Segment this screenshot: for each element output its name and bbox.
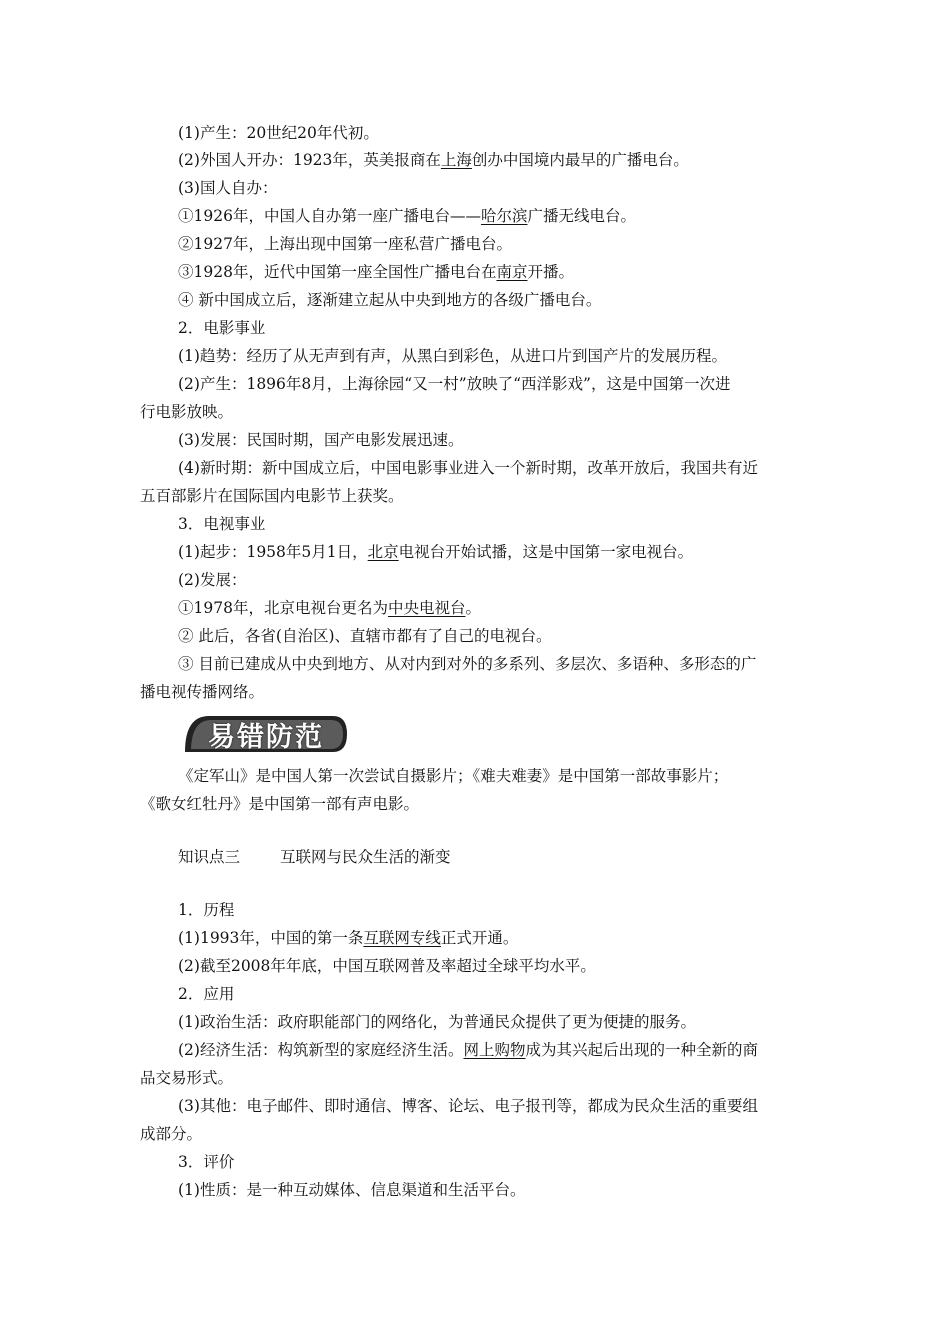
tv-development-line: [140, 570, 812, 590]
internet-evaluation-heading: [140, 1152, 812, 1172]
tv-provinces-line: [140, 626, 812, 646]
text: 电视台开始试播，这是中国第一家电视台。: [398, 543, 694, 561]
underlined-term: 网上购物: [463, 1041, 526, 1059]
internet-politics-line: [140, 1012, 812, 1032]
internet-economy-line-cont: [140, 1068, 812, 1088]
underlined-term: 哈尔滨: [480, 207, 528, 225]
text: ④ 新中国成立后，逐渐建立起从中央到地方的各级广播电台。: [178, 291, 602, 309]
text: 开播。: [527, 263, 574, 281]
radio-domestic-line: [140, 178, 812, 198]
text: (2)截至2008年年底，中国互联网普及率超过全球平均水平。: [178, 957, 596, 975]
underlined-term: 南京: [496, 263, 528, 281]
text: 3．电视事业: [178, 515, 266, 533]
text: (2)发展：: [178, 571, 247, 589]
text: 正式开通。: [440, 929, 519, 947]
text: (1)1993年，中国的第一条: [178, 929, 364, 947]
radio-1926-line: [140, 206, 812, 226]
radio-prc-line: [140, 290, 812, 310]
knowledge-point-title: 互联网与民众生活的渐变: [280, 848, 451, 866]
knowledge-point-number: 知识点三: [178, 848, 241, 866]
text: (1)趋势：经历了从无声到有声，从黑白到彩色，从进口片到国产片的发展历程。: [178, 347, 727, 365]
text: (2)经济生活：构筑新型的家庭经济生活。: [178, 1041, 464, 1059]
text: 成为其兴起后出现的一种全新的商: [525, 1041, 758, 1059]
text: 五百部影片在国际国内电影节上获奖。: [140, 487, 404, 505]
film-development-line: [140, 430, 812, 450]
text: ②1927年，上海出现中国第一座私营广播电台。: [178, 235, 512, 253]
text: ③ 目前已建成从中央到地方、从对内到对外的多系列、多层次、多语种、多形态的广: [178, 655, 757, 673]
tv-start-line: [140, 542, 812, 562]
text: 1．历程: [178, 901, 235, 919]
tv-network-line: [140, 654, 812, 674]
internet-other-line-cont: [140, 1124, 812, 1144]
text: 3．评价: [178, 1153, 235, 1171]
radio-origin-line: [140, 123, 812, 143]
internet-history-heading: [140, 900, 812, 920]
caution-badge: [183, 712, 349, 756]
badge-label: 易错防范: [208, 721, 324, 753]
text: 成部分。: [140, 1125, 203, 1143]
text: (2)产生：1896年8月，上海徐园“又一村”放映了“西洋影戏”，这是中国第一次进: [178, 375, 731, 393]
caution-line: [140, 766, 812, 786]
film-origin-line: [140, 374, 812, 394]
text: (3)发展：民国时期，国产电影发展迅速。: [178, 431, 464, 449]
text: 创办中国境内最早的广播电台。: [471, 151, 689, 169]
text: 行电影放映。: [140, 403, 234, 421]
underlined-term: 北京: [367, 543, 399, 561]
text: (2)外国人开办：1923年，英美报商在: [178, 151, 441, 169]
text: ①1926年，中国人自办第一座广播电台——: [178, 207, 481, 225]
tv-network-line-cont: [140, 682, 812, 702]
tv-1978-line: [140, 598, 812, 618]
text: 《歌女红牡丹》是中国第一部有声电影。: [140, 795, 420, 813]
text: 2．应用: [178, 985, 235, 1003]
text: (1)起步：1958年5月1日，: [178, 543, 368, 561]
film-origin-line-cont: [140, 402, 812, 422]
text: (3)其他：电子邮件、即时通信、博客、论坛、电子报刊等，都成为民众生活的重要组: [178, 1097, 758, 1115]
film-new-era-line-cont: [140, 486, 812, 506]
text: (1)性质：是一种互动媒体、信息渠道和生活平台。: [178, 1181, 526, 1199]
text: (1)政治生活：政府职能部门的网络化，为普通民众提供了更为便捷的服务。: [178, 1013, 696, 1031]
film-trend-line: [140, 346, 812, 366]
text: ①1978年，北京电视台更名为: [178, 599, 388, 617]
text: 2．电影事业: [178, 319, 266, 337]
internet-economy-line: [140, 1040, 812, 1060]
internet-nature-line: [140, 1180, 812, 1200]
radio-1928-line: [140, 262, 812, 282]
text: 。: [465, 599, 481, 617]
internet-2008-line: [140, 956, 812, 976]
knowledge-point-heading: [140, 847, 812, 867]
text: 广播无线电台。: [527, 207, 636, 225]
film-new-era-line: [140, 458, 812, 478]
text: (4)新时期：新中国成立后，中国电影事业进入一个新时期，改革开放后，我国共有近: [178, 459, 758, 477]
underlined-term: 上海: [440, 151, 472, 169]
radio-1927-line: [140, 234, 812, 254]
internet-1993-line: [140, 928, 812, 948]
film-heading: [140, 318, 812, 338]
underlined-term: 中央电视台: [387, 599, 466, 617]
caution-line-cont: [140, 794, 812, 814]
text: ③1928年，近代中国第一座全国性广播电台在: [178, 263, 497, 281]
text: 《定军山》是中国人第一次尝试自摄影片；《难夫难妻》是中国第一部故事影片；: [178, 767, 729, 785]
radio-foreign-line: [140, 150, 812, 170]
tv-heading: [140, 514, 812, 534]
underlined-term: 互联网专线: [363, 929, 441, 947]
text: ② 此后，各省(自治区)、直辖市都有了自己的电视台。: [178, 627, 552, 645]
text: (3)国人自办：: [178, 179, 278, 197]
text: 播电视传播网络。: [140, 683, 265, 701]
internet-application-heading: [140, 984, 812, 1004]
text: 品交易形式。: [140, 1069, 234, 1087]
internet-other-line: [140, 1096, 812, 1116]
text: (1)产生：20世纪20年代初。: [178, 124, 379, 142]
